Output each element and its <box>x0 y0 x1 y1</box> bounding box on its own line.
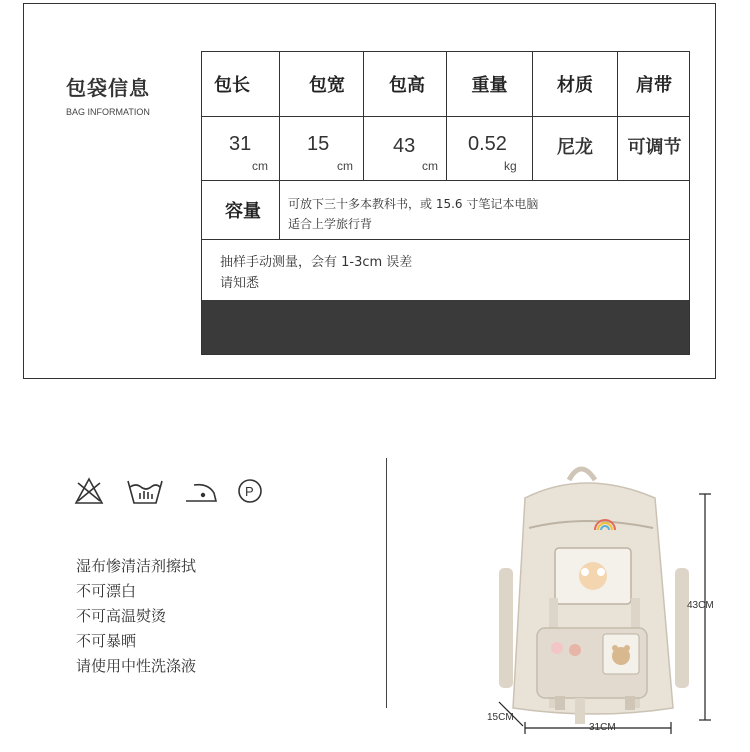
iron-low-icon <box>186 485 216 501</box>
care-instruction: 不可漂白 <box>76 582 137 600</box>
value-text: 尼龙 <box>557 137 593 158</box>
measurement-note <box>220 252 412 294</box>
value-number: 31 <box>229 133 252 155</box>
backpack-image <box>499 469 689 724</box>
bag-info-title: 包袋信息 <box>66 76 150 100</box>
care-instructions <box>76 554 196 679</box>
value-unit: cm <box>337 159 353 173</box>
header-strap: 肩带 <box>636 75 672 96</box>
width-label: 31CM <box>589 722 616 733</box>
value-material <box>533 117 617 180</box>
value-unit: kg <box>504 159 517 173</box>
svg-text:P: P <box>245 484 254 499</box>
value-number: 43 <box>393 135 416 157</box>
care-instruction: 湿布惨清洁剂擦拭 <box>76 557 197 575</box>
value-number: 15 <box>307 133 330 155</box>
value-number: 0.52 <box>468 133 507 155</box>
vertical-divider <box>386 458 387 708</box>
value-unit: cm <box>422 159 438 173</box>
value-width <box>280 117 363 180</box>
header-length: 包长 <box>214 75 250 96</box>
no-bleach-icon <box>76 479 102 503</box>
hand-wash-icon <box>128 481 162 503</box>
dark-footer-bar <box>202 300 689 354</box>
backpack-illustration <box>485 458 735 748</box>
capacity-label: 容量 <box>225 201 261 222</box>
height-label: 43CM <box>687 600 714 611</box>
capacity-line: 适合上学旅行背 <box>288 217 373 231</box>
value-text: 可调节 <box>627 137 682 158</box>
depth-label: 15CM <box>487 712 514 723</box>
value-height <box>364 117 446 180</box>
dry-clean-icon <box>239 480 261 502</box>
capacity-line: 可放下三十多本教科书，或 15.6 寸笔记本电脑 <box>288 197 539 211</box>
capacity-text <box>288 194 538 234</box>
note-line: 请知悉 <box>220 276 260 291</box>
header-height: 包高 <box>389 75 425 96</box>
value-length <box>202 117 279 180</box>
care-instruction: 不可暴晒 <box>76 632 137 650</box>
care-instruction: 不可高温熨烫 <box>76 607 167 625</box>
header-material: 材质 <box>557 75 593 96</box>
value-unit: cm <box>252 159 268 173</box>
care-instruction: 请使用中性洗涤液 <box>76 657 197 675</box>
bag-info-subtitle: BAG INFORMATION <box>66 107 150 117</box>
header-weight: 重量 <box>471 75 508 96</box>
value-strap <box>618 117 691 180</box>
value-weight <box>447 117 532 180</box>
row-divider <box>202 239 689 240</box>
spec-table <box>201 51 690 355</box>
header-width: 包宽 <box>309 75 345 96</box>
note-line: 抽样手动测量，会有 1-3cm 误差 <box>220 255 413 270</box>
care-icons <box>74 475 274 507</box>
